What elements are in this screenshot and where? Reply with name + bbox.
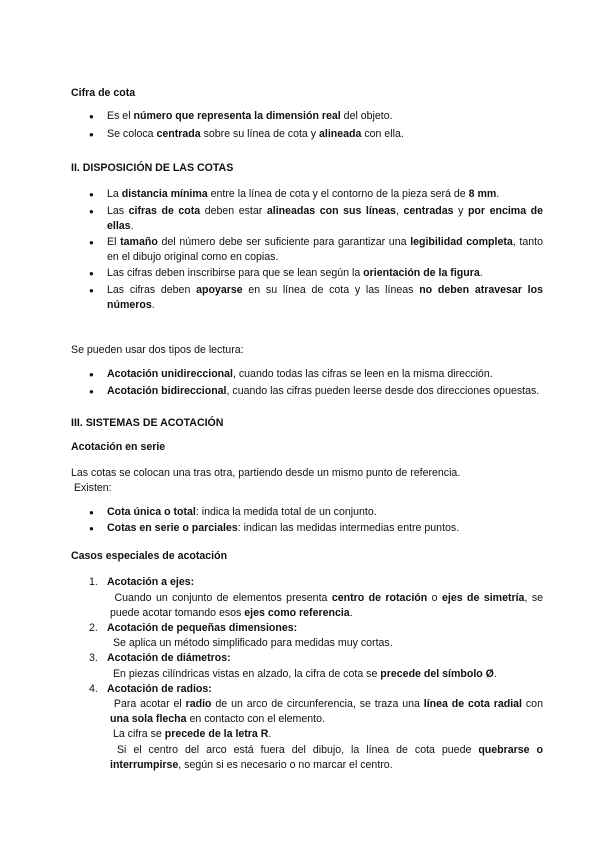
serie-existen: Existen:: [71, 481, 112, 494]
text: entre la línea de cota y el contorno de la pieza será de: [207, 188, 469, 201]
bold-text: orientación de la figura: [363, 267, 480, 280]
bold-text: Acotación bidireccional: [107, 385, 227, 398]
list-item: [71, 266, 543, 281]
bold-text: número que representa la dimensión real: [133, 110, 341, 122]
text: Si el centro del arco está fuera del dibujo, la línea de cota puede: [110, 743, 479, 756]
text: La cifra se: [110, 728, 165, 741]
bold-text: radio: [185, 698, 212, 711]
text: con ella.: [361, 128, 404, 141]
case-line: [107, 697, 546, 727]
text: .: [268, 728, 272, 741]
case-item-3: [71, 651, 543, 681]
text: , según si es necesario o no marcar el centro.: [178, 758, 393, 771]
bold-text: 8 mm: [468, 188, 497, 201]
text: del objeto.: [340, 110, 393, 122]
case-number: 2.: [89, 622, 98, 635]
text: Para acotar el: [110, 698, 186, 711]
bold-text: legibilidad completa: [410, 236, 513, 249]
bold-text: Acotación unidireccional: [107, 368, 233, 381]
text: de un arco de circunferencia, se traza una: [211, 698, 424, 711]
heading-casos-especiales: Casos especiales de acotación: [71, 550, 228, 563]
heading-cifra-de-cota: Cifra de cota: [71, 87, 136, 99]
text: .: [496, 188, 500, 201]
bold-text: centrada: [156, 128, 201, 141]
bold-text: centro de rotación: [331, 591, 428, 604]
document-page: [71, 86, 546, 773]
text: Las cifras deben inscribirse para que se lean según la: [107, 267, 364, 280]
bold-text: distancia mínima: [121, 188, 208, 201]
list-item: [71, 204, 543, 234]
bold-text: Cotas en serie o parciales: [107, 522, 238, 535]
case-title: Acotación de radios:: [107, 682, 212, 695]
text: , tanto en el dibujo original como en copias.: [107, 236, 543, 264]
text: , cuando todas las cifras se leen en la misma dirección.: [232, 368, 493, 381]
list-item: [71, 127, 543, 142]
text: La: [107, 188, 122, 201]
text: .: [493, 667, 497, 680]
case-item-1: [71, 575, 546, 621]
text: Es el: [107, 110, 134, 122]
text: Se coloca: [107, 128, 157, 141]
bold-text: línea de cota radial: [423, 698, 522, 711]
serie-paragraph: Las cotas se colocan una tras otra, partiendo desde un mismo punto de referencia.: [71, 466, 461, 479]
case-number: 1.: [89, 576, 98, 589]
text: .: [130, 219, 134, 232]
bold-text: precede del símbolo Ø: [380, 667, 494, 680]
text: sobre su línea de cota y: [200, 128, 320, 141]
bold-text: ejes como referencia: [244, 606, 350, 619]
text: Cuando un conjunto de elementos presenta: [110, 591, 332, 604]
bold-text: tamaño: [120, 236, 158, 249]
text: .: [151, 298, 155, 311]
text: .: [349, 606, 353, 619]
case-line: [107, 743, 546, 773]
lectura-intro: Se pueden usar dos tipos de lectura:: [71, 344, 244, 357]
case-number: 3.: [89, 652, 98, 665]
list-item: [71, 283, 543, 313]
case-title: Acotación de diámetros:: [107, 652, 231, 665]
bold-text: una sola flecha: [110, 713, 187, 726]
text: En piezas cilíndricas vistas en alzado, la cifra de cota se: [110, 667, 381, 680]
list-item: [71, 109, 543, 124]
list-item: [71, 367, 543, 382]
bold-text: ejes de simetría: [441, 591, 525, 604]
text: .: [479, 267, 483, 280]
case-line: [107, 727, 543, 742]
text: : indican las medidas intermedias entre puntos.: [237, 522, 460, 535]
case-title: Acotación a ejes:: [107, 576, 195, 589]
heading-disposicion: II. DISPOSICIÓN DE LAS COTAS: [71, 162, 234, 175]
case-item-4: [71, 682, 546, 773]
text: o: [427, 591, 442, 604]
bold-text: cifras de cota: [128, 204, 201, 217]
text: Se aplica un método simplificado para medidas muy cortas.: [110, 637, 393, 650]
bold-text: Cota única o total: [107, 506, 196, 519]
heading-sistemas: III. SISTEMAS DE ACOTACIÓN: [71, 416, 224, 429]
heading-acotacion-en-serie: Acotación en serie: [71, 440, 166, 453]
bold-text: centradas: [403, 204, 454, 217]
list-item: [71, 521, 543, 536]
list-item: [71, 235, 543, 265]
bold-text: no deben atravesar los números: [107, 283, 543, 311]
list-cifra: [71, 109, 543, 142]
text: El: [107, 236, 121, 249]
case-number: 4.: [89, 682, 98, 695]
text: Las: [107, 204, 129, 217]
bold-text: alineadas con sus líneas: [266, 204, 396, 217]
list-item: [71, 187, 543, 202]
text: y: [453, 204, 468, 217]
case-line: [107, 667, 543, 682]
list-casos: [71, 575, 546, 773]
case-line: [107, 591, 546, 621]
text: deben estar: [200, 204, 267, 217]
text: con: [522, 698, 546, 711]
text: : indica la medida total de un conjunto.: [195, 506, 377, 519]
text: Las cifras deben: [107, 283, 197, 296]
bold-text: precede de la letra R: [164, 728, 269, 741]
bold-text: quebrarse o interrumpirse: [110, 743, 546, 771]
bold-text: por encima de ellas: [107, 204, 544, 232]
list-item: [71, 505, 543, 520]
text: en contacto con el elemento.: [186, 713, 325, 726]
case-item-2: [71, 621, 543, 651]
bold-text: alineada: [319, 128, 362, 141]
list-disposicion: [71, 187, 543, 313]
text: del número debe ser suficiente para garantizar una: [157, 236, 411, 249]
text: en su línea de cota y las líneas: [242, 283, 420, 296]
text: , se puede acotar tomando esos: [110, 591, 546, 619]
bold-text: apoyarse: [196, 283, 243, 296]
text: ,: [395, 204, 404, 217]
text: , cuando las cifras pueden leerse desde dos direcciones opuestas.: [226, 385, 540, 398]
case-line: [107, 636, 543, 651]
case-title: Acotación de pequeñas dimensiones:: [107, 622, 298, 635]
list-serie: [71, 505, 543, 536]
list-lectura: [71, 367, 543, 399]
list-item: [71, 384, 543, 399]
